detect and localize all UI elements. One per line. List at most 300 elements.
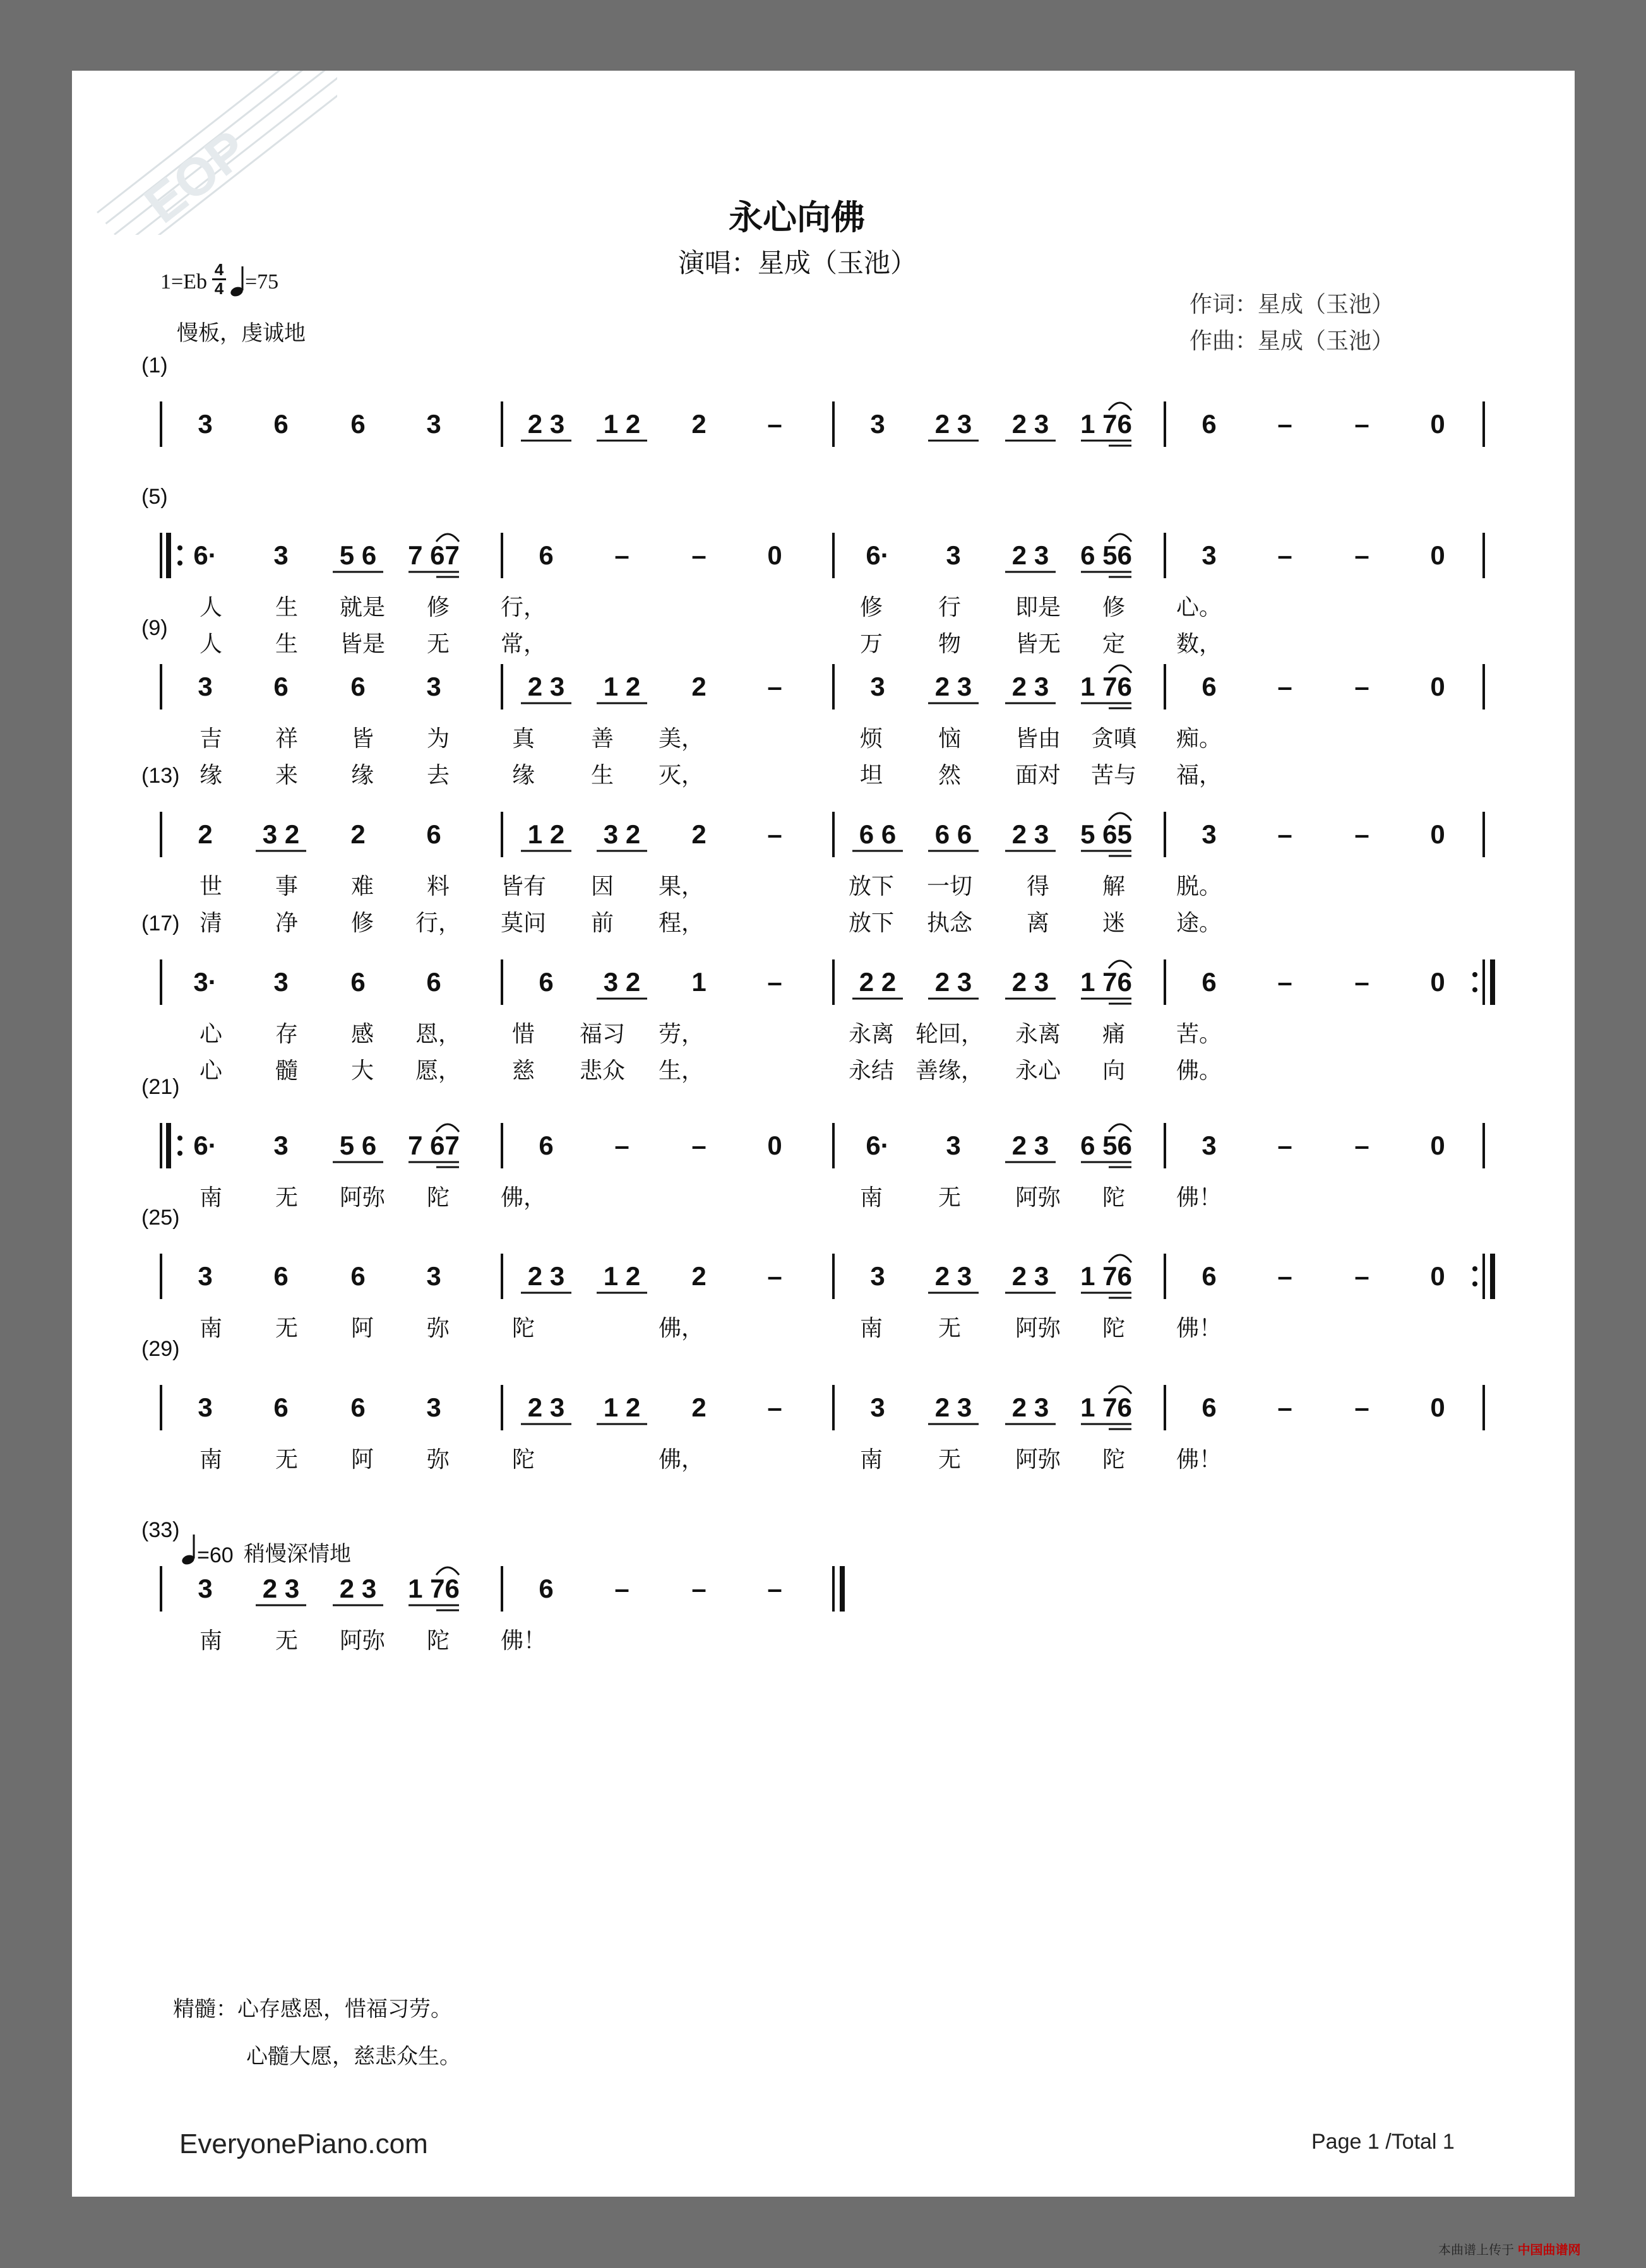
lyric-word: 迷 — [1102, 910, 1126, 935]
lyric-word: 恼 — [938, 725, 962, 751]
jianpu-beat: 3 — [273, 967, 289, 997]
lyric-word: 难 — [350, 873, 374, 899]
expression-change: 稍慢深情地 — [244, 1542, 351, 1566]
jianpu-beat: 7 67 — [408, 540, 460, 570]
jianpu-beat: 2 3 — [934, 1261, 972, 1291]
lyric-word: 皆有 — [500, 873, 547, 899]
lyric-word: 苦与 — [1090, 762, 1137, 788]
lyric-word: 弥 — [426, 1315, 450, 1341]
lyric-word: 陀 — [426, 1627, 450, 1653]
jianpu-beat: 0 — [1430, 967, 1445, 997]
jianpu-beat: 6 — [350, 967, 366, 997]
jianpu-beat: 2 3 — [1011, 672, 1049, 701]
lyric-word: 即是 — [1015, 594, 1061, 620]
lyric-word: 佛， — [500, 1184, 547, 1210]
jianpu-beat: 0 — [767, 540, 782, 570]
lyric-word: 慈 — [511, 1057, 535, 1083]
jianpu-beat: 2 3 — [527, 409, 565, 439]
lyric-word: 阿 — [350, 1315, 374, 1341]
lyric-word: 大 — [350, 1057, 374, 1083]
jianpu-score — [72, 71, 1575, 2197]
lyric-word: 净 — [275, 910, 299, 935]
essence-line-1: 心存感恩，惜福习劳。 — [237, 1997, 452, 2021]
jianpu-beat: 3 — [273, 540, 289, 570]
lyric-word: 向 — [1102, 1057, 1126, 1083]
lyric-word: 苦。 — [1176, 1021, 1222, 1047]
lyric-word: 为 — [426, 725, 450, 751]
jianpu-beat: – — [1354, 540, 1369, 570]
lyric-word: 皆由 — [1015, 725, 1061, 751]
repeat-dot — [177, 1136, 182, 1141]
lyric-word: 南 — [859, 1184, 883, 1210]
jianpu-beat: 6 — [1202, 409, 1217, 439]
jianpu-beat: 0 — [1430, 672, 1445, 701]
jianpu-beat: – — [1354, 409, 1369, 439]
jianpu-beat: 1 76 — [1080, 672, 1132, 701]
jianpu-beat: 1 — [691, 967, 707, 997]
jianpu-beat: 3 — [273, 1131, 289, 1160]
jianpu-beat: 6· — [866, 1131, 890, 1160]
jianpu-beat: 2 3 — [339, 1574, 377, 1603]
page-info: Page 1 /Total 1 — [1311, 2130, 1455, 2154]
jianpu-beat: 3 — [870, 1392, 885, 1422]
jianpu-beat: 6 — [1202, 967, 1217, 997]
lyric-word: 善缘， — [915, 1057, 984, 1083]
lyric-word: 陀 — [1102, 1446, 1126, 1472]
jianpu-beat: 2 3 — [527, 1392, 565, 1422]
lyric-word: 佛！ — [1176, 1315, 1222, 1341]
jianpu-beat: – — [767, 672, 782, 701]
lyric-word: 坦 — [859, 762, 883, 788]
jianpu-beat: 6· — [866, 540, 890, 570]
jianpu-beat: 2 — [691, 672, 707, 701]
measure-number: (5) — [141, 485, 168, 509]
jianpu-beat: 1 2 — [603, 1261, 641, 1291]
jianpu-beat: 2 — [691, 819, 707, 849]
jianpu-beat: – — [1277, 1131, 1292, 1160]
jianpu-beat: 3 — [946, 1131, 961, 1160]
jianpu-beat: 6 — [273, 672, 289, 701]
lyric-word: 人 — [199, 631, 223, 656]
lyric-word: 无 — [938, 1184, 962, 1210]
jianpu-beat: – — [1277, 1392, 1292, 1422]
jianpu-beat: 6 — [273, 409, 289, 439]
repeat-dot — [177, 545, 182, 550]
lyric-word: 皆无 — [1015, 631, 1061, 656]
score-page — [72, 71, 1575, 2197]
lyric-word: 数， — [1176, 631, 1222, 656]
measure-number: (29) — [141, 1337, 180, 1361]
expression-marking: 慢板，虔诚地 — [177, 321, 306, 345]
jianpu-beat: – — [767, 409, 782, 439]
lyric-word: 修 — [859, 594, 883, 620]
jianpu-beat: 6 — [426, 967, 441, 997]
jianpu-beat: 2 — [691, 1261, 707, 1291]
lyric-word: 无 — [426, 631, 450, 656]
jianpu-beat: 3 — [1202, 1131, 1217, 1160]
lyric-word: 心。 — [1176, 594, 1222, 620]
lyric-word: 来 — [275, 762, 299, 788]
jianpu-beat: 3 — [426, 1261, 441, 1291]
jianpu-beat: 1 2 — [603, 1392, 641, 1422]
lyric-word: 痴。 — [1176, 725, 1222, 751]
jianpu-beat: 7 67 — [408, 1131, 460, 1160]
jianpu-beat: 2 3 — [934, 1392, 972, 1422]
lyric-word: 面对 — [1015, 762, 1061, 788]
repeat-dot — [1472, 972, 1477, 977]
lyric-word: 心 — [199, 1057, 223, 1083]
measure-number: (13) — [141, 764, 180, 788]
lyric-word: 烦 — [859, 725, 883, 751]
jianpu-beat: 3 — [426, 409, 441, 439]
lyric-word: 陀 — [1102, 1184, 1126, 1210]
jianpu-beat: 3 — [870, 1261, 885, 1291]
lyric-word: 生 — [275, 631, 299, 656]
lyric-word: 定 — [1102, 631, 1126, 656]
essence-label: 精髓： — [173, 1997, 237, 2021]
lyric-word: 莫问 — [500, 910, 547, 935]
lyric-word: 缘 — [199, 762, 223, 788]
jianpu-beat: 6 — [273, 1261, 289, 1291]
lyric-word: 阿弥 — [1015, 1315, 1061, 1341]
jianpu-beat: – — [767, 1574, 782, 1603]
lyric-word: 心 — [199, 1021, 223, 1047]
song-title: 永心向佛 — [729, 199, 865, 237]
lyric-word: 阿弥 — [1015, 1446, 1061, 1472]
jianpu-beat: – — [1354, 967, 1369, 997]
jianpu-beat: 5 65 — [1080, 819, 1132, 849]
svg-text:EOP: EOP — [133, 118, 259, 235]
lyric-word: 人 — [199, 594, 223, 620]
lyric-word: 解 — [1102, 873, 1126, 899]
jianpu-beat: 3 — [1202, 540, 1217, 570]
jianpu-beat: 2 3 — [1011, 967, 1049, 997]
upload-note-text: 本曲谱上传于 — [1438, 2243, 1514, 2257]
jianpu-beat: 5 6 — [339, 540, 377, 570]
lyric-word: 真 — [511, 725, 535, 751]
lyric-word: 悲众 — [579, 1057, 626, 1083]
measure-number: (33) — [141, 1518, 180, 1542]
tempo-marking: =75 — [245, 270, 279, 294]
lyric-word: 永结 — [848, 1057, 895, 1083]
lyric-word: 放下 — [848, 910, 895, 935]
lyric-word: 生 — [275, 594, 299, 620]
jianpu-beat: 6 — [539, 540, 554, 570]
jianpu-beat: 3 2 — [262, 819, 300, 849]
lyric-word: 程， — [658, 910, 705, 935]
jianpu-beat: 3 — [426, 1392, 441, 1422]
lyric-word: 美， — [658, 725, 705, 751]
lyric-word: 就是 — [339, 594, 386, 620]
jianpu-beat: 1 76 — [1080, 967, 1132, 997]
repeat-dot — [1472, 1281, 1477, 1286]
composer-credit: 作曲：星成（玉池） — [1190, 328, 1395, 353]
jianpu-beat: 6 — [350, 409, 366, 439]
lyric-word: 佛。 — [1176, 1057, 1222, 1083]
lyric-word: 感 — [350, 1021, 374, 1047]
jianpu-beat: 2 2 — [859, 967, 897, 997]
jianpu-beat: 2 3 — [1011, 540, 1049, 570]
jianpu-beat: – — [767, 1261, 782, 1291]
jianpu-beat: 2 3 — [1011, 409, 1049, 439]
jianpu-beat: 2 — [691, 1392, 707, 1422]
lyric-word: 放下 — [848, 873, 895, 899]
jianpu-beat: – — [1277, 819, 1292, 849]
lyric-word: 果， — [658, 873, 705, 899]
lyric-word: 无 — [275, 1315, 299, 1341]
jianpu-beat: 3 — [870, 672, 885, 701]
jianpu-beat: 2 3 — [1011, 1131, 1049, 1160]
essence-note — [173, 1992, 452, 2022]
jianpu-beat: 0 — [767, 1131, 782, 1160]
jianpu-beat: 6 — [1202, 1261, 1217, 1291]
lyric-word: 痛 — [1102, 1021, 1126, 1047]
jianpu-beat: 1 76 — [1080, 409, 1132, 439]
lyric-word: 行， — [500, 594, 547, 620]
jianpu-beat: – — [691, 1574, 707, 1603]
lyric-word: 南 — [199, 1446, 223, 1472]
lyric-word: 生， — [658, 1057, 705, 1083]
upload-note — [1438, 2240, 1581, 2258]
lyric-word: 陀 — [1102, 1315, 1126, 1341]
repeat-dot — [177, 561, 182, 566]
lyric-word: 然 — [938, 762, 962, 788]
lyric-word: 无 — [938, 1315, 962, 1341]
jianpu-beat: – — [614, 1131, 629, 1160]
lyric-word: 髓 — [275, 1057, 299, 1083]
jianpu-beat: 2 3 — [1011, 1392, 1049, 1422]
jianpu-beat: – — [1354, 1392, 1369, 1422]
jianpu-beat: 0 — [1430, 409, 1445, 439]
jianpu-beat: 3 2 — [603, 819, 641, 849]
lyric-word: 世 — [199, 873, 223, 899]
jianpu-beat: 3 — [198, 1392, 213, 1422]
jianpu-beat: 2 — [198, 819, 213, 849]
lyric-word: 阿 — [350, 1446, 374, 1472]
lyric-word: 料 — [426, 873, 450, 899]
jianpu-beat: 6 — [1202, 1392, 1217, 1422]
jianpu-beat: 6 — [350, 672, 366, 701]
jianpu-beat: 1 2 — [603, 409, 641, 439]
lyric-word: 陀 — [511, 1446, 535, 1472]
repeat-dot — [1472, 1266, 1477, 1271]
lyric-word: 事 — [275, 873, 299, 899]
jianpu-beat: – — [1277, 409, 1292, 439]
measure-number: (25) — [141, 1206, 180, 1230]
jianpu-beat: 0 — [1430, 540, 1445, 570]
jianpu-beat: 3 — [198, 409, 213, 439]
lyric-word: 劳， — [658, 1021, 705, 1047]
jianpu-beat: 1 76 — [1080, 1392, 1132, 1422]
lyric-word: 轮回， — [915, 1021, 984, 1047]
jianpu-beat: 2 3 — [262, 1574, 300, 1603]
jianpu-beat: 2 3 — [934, 672, 972, 701]
lyric-word: 祥 — [275, 725, 299, 751]
lyric-word: 途。 — [1176, 910, 1222, 935]
lyric-word: 前 — [590, 910, 614, 935]
jianpu-beat: 6 — [539, 1131, 554, 1160]
jianpu-beat: 3 — [870, 409, 885, 439]
jianpu-beat: – — [1354, 1261, 1369, 1291]
jianpu-beat: – — [614, 540, 629, 570]
lyric-word: 永离 — [848, 1021, 895, 1047]
lyric-word: 修 — [1102, 594, 1126, 620]
jianpu-beat: 3· — [193, 967, 217, 997]
jianpu-beat: 6 56 — [1080, 540, 1132, 570]
jianpu-beat: 6 — [1202, 672, 1217, 701]
measure-number: (9) — [141, 616, 168, 640]
lyric-word: 弥 — [426, 1446, 450, 1472]
lyric-word: 陀 — [426, 1184, 450, 1210]
jianpu-beat: 0 — [1430, 1392, 1445, 1422]
jianpu-beat: 2 3 — [527, 672, 565, 701]
lyric-word: 无 — [275, 1446, 299, 1472]
lyric-word: 贪嗔 — [1090, 725, 1137, 751]
jianpu-beat: – — [1354, 672, 1369, 701]
jianpu-beat: – — [1277, 967, 1292, 997]
jianpu-beat: – — [691, 540, 707, 570]
measure-number: (17) — [141, 911, 180, 935]
lyric-word: 清 — [199, 910, 223, 935]
jianpu-beat: 6 — [273, 1392, 289, 1422]
lyric-word: 缘 — [350, 762, 374, 788]
lyric-word: 愿， — [415, 1057, 462, 1083]
lyric-word: 吉 — [199, 725, 223, 751]
jianpu-beat: 3 — [198, 672, 213, 701]
singer-credit: 演唱：星成（玉池） — [678, 249, 917, 278]
jianpu-beat: 6 56 — [1080, 1131, 1132, 1160]
jianpu-beat: 6 6 — [859, 819, 897, 849]
lyric-word: 离 — [1026, 910, 1050, 935]
lyric-word: 南 — [859, 1446, 883, 1472]
lyric-word: 南 — [859, 1315, 883, 1341]
lyric-word: 修 — [350, 910, 374, 935]
measure-number: (1) — [141, 353, 168, 377]
lyric-word: 陀 — [511, 1315, 535, 1341]
lyric-word: 生 — [590, 762, 614, 788]
lyric-word: 佛！ — [1176, 1184, 1222, 1210]
jianpu-beat: 1 76 — [408, 1574, 460, 1603]
repeat-dot — [1472, 987, 1477, 992]
lyric-word: 阿弥 — [339, 1627, 386, 1653]
tempo-change: =60 — [197, 1543, 234, 1567]
jianpu-beat: 6 — [350, 1261, 366, 1291]
jianpu-beat: 2 3 — [527, 1261, 565, 1291]
lyric-word: 皆 — [350, 725, 374, 751]
upload-brand[interactable]: 中国曲谱网 — [1517, 2243, 1581, 2257]
lyric-word: 行 — [938, 594, 962, 620]
jianpu-beat: 2 3 — [1011, 819, 1049, 849]
lyric-word: 恩， — [415, 1021, 462, 1047]
lyric-word: 南 — [199, 1315, 223, 1341]
lyric-word: 南 — [199, 1184, 223, 1210]
jianpu-beat: 2 — [691, 409, 707, 439]
jianpu-beat: – — [1277, 540, 1292, 570]
jianpu-beat: – — [1277, 1261, 1292, 1291]
jianpu-beat: – — [1354, 1131, 1369, 1160]
lyricist-credit: 作词：星成（玉池） — [1190, 292, 1395, 317]
lyric-word: 佛， — [658, 1315, 705, 1341]
lyric-word: 执念 — [926, 910, 973, 935]
lyric-word: 万 — [859, 631, 883, 656]
jianpu-beat: 1 2 — [527, 819, 565, 849]
time-top: 4 — [214, 260, 224, 279]
lyric-word: 无 — [938, 1446, 962, 1472]
lyric-word: 得 — [1026, 873, 1050, 899]
lyric-word: 皆是 — [339, 631, 386, 656]
lyric-word: 缘 — [511, 762, 535, 788]
lyric-word: 阿弥 — [1015, 1184, 1061, 1210]
jianpu-beat: 6· — [193, 1131, 217, 1160]
jianpu-beat: 2 3 — [1011, 1261, 1049, 1291]
jianpu-beat: – — [767, 819, 782, 849]
jianpu-beat: 2 — [350, 819, 366, 849]
lyric-word: 无 — [275, 1184, 299, 1210]
jianpu-beat: 3 2 — [603, 967, 641, 997]
jianpu-beat: 6 — [539, 1574, 554, 1603]
lyric-word: 善 — [590, 725, 614, 751]
jianpu-beat: 0 — [1430, 1261, 1445, 1291]
essence-line-2: 心髓大愿，慈悲众生。 — [246, 2045, 461, 2069]
jianpu-beat: – — [1354, 819, 1369, 849]
repeat-dot — [177, 1151, 182, 1156]
jianpu-beat: – — [1277, 672, 1292, 701]
lyric-word: 物 — [938, 631, 962, 656]
website-link[interactable]: EveryonePiano.com — [179, 2128, 428, 2159]
lyric-word: 阿弥 — [339, 1184, 386, 1210]
lyric-word: 永心 — [1015, 1057, 1061, 1083]
lyric-word: 行， — [415, 910, 462, 935]
lyric-word: 脱。 — [1176, 873, 1222, 899]
jianpu-beat: 6 — [539, 967, 554, 997]
jianpu-beat: 5 6 — [339, 1131, 377, 1160]
jianpu-beat: 6 — [426, 819, 441, 849]
lyric-word: 因 — [590, 873, 614, 899]
lyric-word: 佛！ — [1176, 1446, 1222, 1472]
lyric-word: 灭， — [658, 762, 705, 788]
jianpu-beat: – — [614, 1574, 629, 1603]
jianpu-beat: 6 — [350, 1392, 366, 1422]
jianpu-beat: 3 — [1202, 819, 1217, 849]
jianpu-beat: – — [691, 1131, 707, 1160]
jianpu-beat: 2 3 — [934, 409, 972, 439]
measure-number: (21) — [141, 1075, 180, 1099]
jianpu-beat: – — [767, 1392, 782, 1422]
lyric-word: 佛， — [658, 1446, 705, 1472]
jianpu-beat: 3 — [946, 540, 961, 570]
lyric-word: 常， — [500, 631, 547, 656]
lyric-word: 福习 — [579, 1021, 626, 1047]
lyric-word: 惜 — [511, 1021, 535, 1047]
jianpu-beat: 3 — [426, 672, 441, 701]
jianpu-beat: 1 76 — [1080, 1261, 1132, 1291]
lyric-word: 一切 — [926, 873, 973, 899]
jianpu-beat: 6 6 — [934, 819, 972, 849]
lyric-word: 存 — [275, 1021, 299, 1047]
jianpu-beat: 0 — [1430, 1131, 1445, 1160]
jianpu-beat: – — [767, 967, 782, 997]
key-signature: 1=Eb — [160, 270, 207, 294]
lyric-word: 修 — [426, 594, 450, 620]
time-bottom: 4 — [212, 278, 226, 297]
jianpu-beat: 3 — [198, 1261, 213, 1291]
jianpu-beat: 0 — [1430, 819, 1445, 849]
jianpu-beat: 6· — [193, 540, 217, 570]
jianpu-beat: 2 3 — [934, 967, 972, 997]
lyric-word: 佛！ — [500, 1627, 547, 1653]
lyric-word: 南 — [199, 1627, 223, 1653]
lyric-word: 福， — [1176, 762, 1222, 788]
